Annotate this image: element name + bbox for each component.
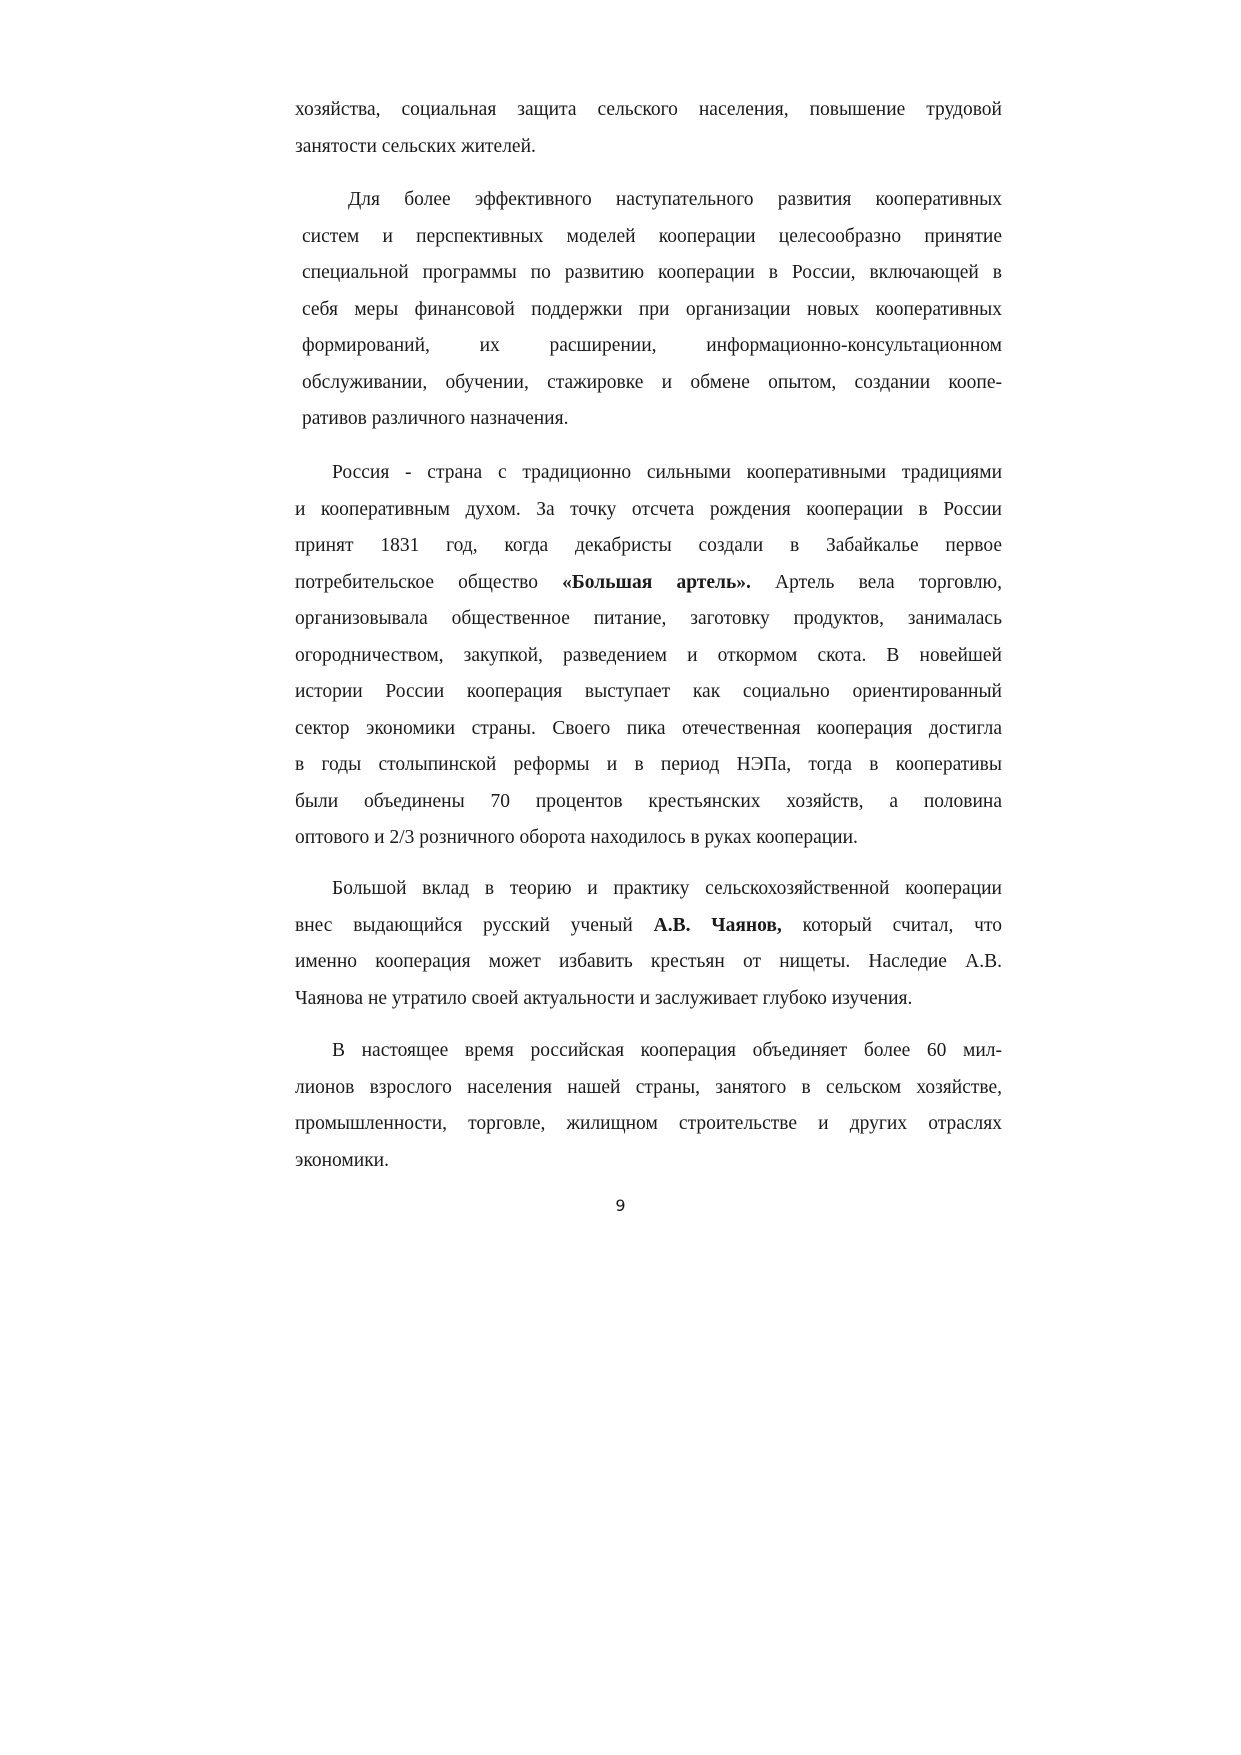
text-line: были объединены 70 процентов крестьянских хозяйств, а половина — [295, 790, 1002, 812]
text-line: в годы столыпинской реформы и в период НЭПа, тогда в кооперативы — [295, 754, 1002, 775]
bold-chayanov-name: А.В. Чаянов, — [653, 914, 782, 936]
text-line: занятости сельских жителей. — [295, 135, 536, 157]
text-segment: который считал, что — [802, 914, 1002, 936]
text-line: истории России кооперация выступает как социально ориентированный — [295, 681, 1002, 702]
text-line: и кооперативным духом. За точку отсчета рождения кооперации в России — [295, 498, 1002, 520]
text-line: В настоящее время российская кооперация объединяет более 60 мил- — [332, 1040, 1002, 1061]
text-line: ративов различного назначения. — [302, 408, 569, 429]
text-line: оптового и 2/3 розничного оборота находилось в руках кооперации. — [295, 827, 858, 848]
text-line: формирований, их расширении, информационно-консультационном — [302, 335, 1002, 356]
text-line: лионов взрослого населения нашей страны, занятого в сельском хозяйстве, — [295, 1076, 1002, 1098]
paragraph-russia-cooperative-history — [295, 455, 1002, 857]
text-segment: внес выдающийся русский ученый — [295, 914, 633, 936]
text-line: себя меры финансовой поддержки при организации новых кооперативных — [302, 298, 1002, 320]
text-line: сектор экономики страны. Своего пика отечественная кооперация достигла — [295, 717, 1002, 739]
text-line: промышленности, торговле, жилищном строительстве и других отраслях — [295, 1113, 1002, 1134]
text-segment: Артель вела торговлю, — [775, 571, 1002, 593]
text-line: именно кооперация может избавить крестьян от нищеты. Наследие А.В. — [295, 951, 1002, 972]
text-line: систем и перспективных моделей кооперации целесообразно принятие — [302, 225, 1002, 247]
text-line: хозяйства, социальная защита сельского населения, повышение трудовой — [295, 99, 1002, 120]
text-line-with-bold — [295, 565, 1002, 602]
text-segment: потребительское общество — [295, 571, 539, 593]
paragraph-cooperation-program — [302, 182, 1002, 438]
text-line: обслуживании, обучении, стажировке и обмене опытом, создании коопе- — [302, 371, 1002, 393]
paragraph-chayanov — [295, 871, 1002, 1017]
text-line: организовывала общественное питание, заготовку продуктов, занималась — [295, 608, 1002, 629]
bold-artel-name: «Большая артель». — [562, 571, 751, 593]
page-number: 9 — [615, 1196, 626, 1215]
paragraph-rural-social-protection — [295, 92, 1002, 165]
text-line: экономики. — [295, 1149, 389, 1171]
text-line: Чаянова не утратило своей актуальности и заслуживает глубоко изучения. — [295, 987, 913, 1009]
text-line: огородничеством, закупкой, разведением и откормом скота. В новейшей — [295, 644, 1002, 666]
text-line: Для более эффективного наступательного развития кооперативных — [348, 189, 1002, 210]
paragraph-present-day-cooperation — [295, 1033, 1002, 1179]
text-line: специальной программы по развитию кооперации в России, включающей в — [302, 262, 1002, 283]
text-line: Россия - страна с традиционно сильными кооперативными традициями — [332, 462, 1002, 483]
text-line-with-bold — [295, 908, 1002, 945]
text-line: принят 1831 год, когда декабристы создали в Забайкалье первое — [295, 535, 1002, 556]
text-line: Большой вклад в теорию и практику сельскохозяйственной кооперации — [332, 878, 1002, 899]
